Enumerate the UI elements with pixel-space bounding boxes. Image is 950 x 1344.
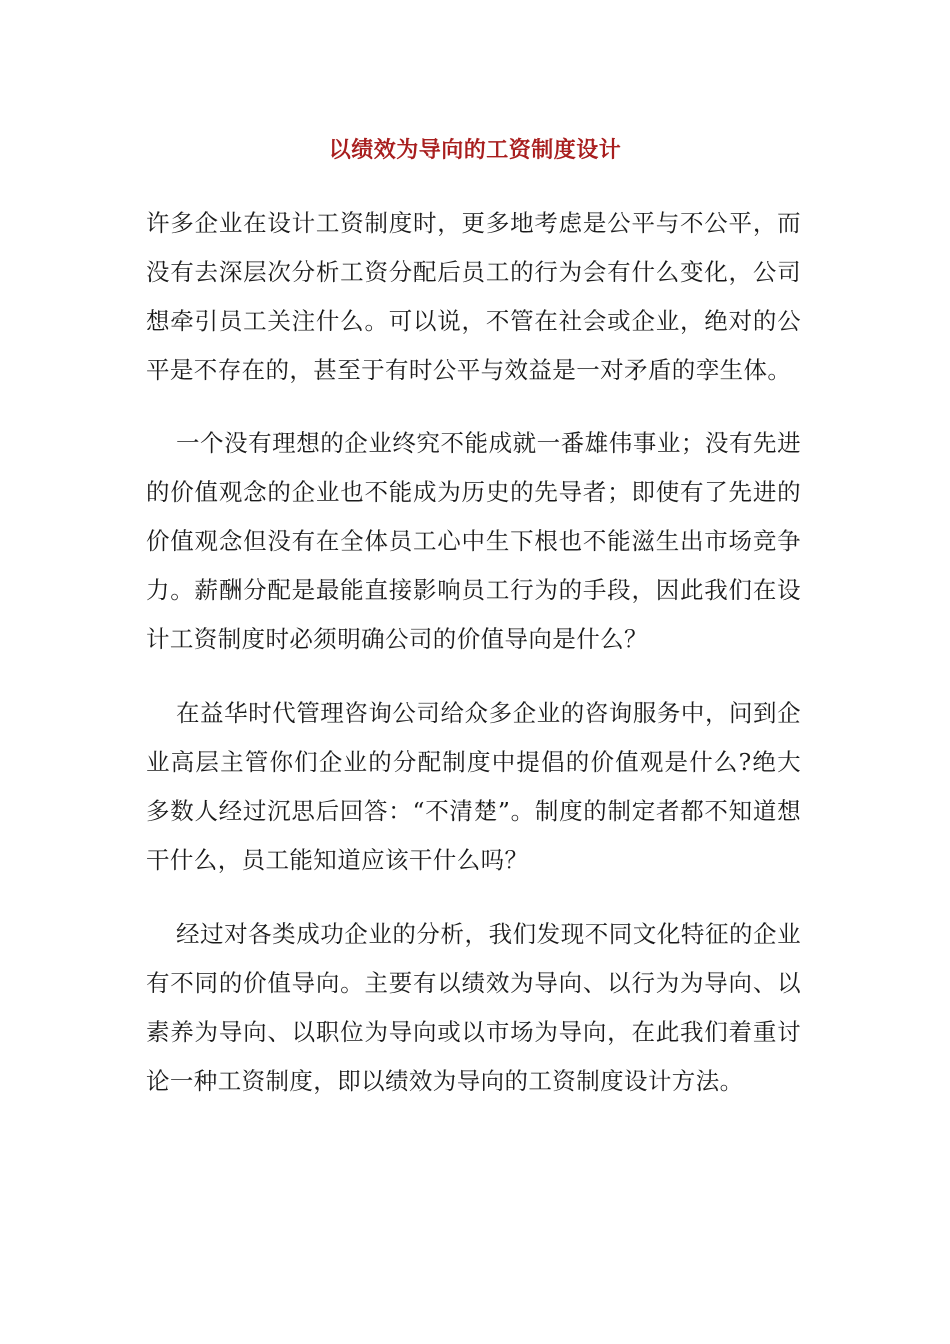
- paragraph-2: 一个没有理想的企业终究不能成就一番雄伟事业；没有先进的价值观念的企业也不能成为历史的先导者；即使有了先进的价值观念但没有在全体员工心中生下根也不能滋生出市场竞争力。薪酬分配是最能直接影响员工行为的手段，因此我们在设计工资制度时必须明确公司的价值导向是什么？: [146, 429, 801, 653]
- paragraph-4: 经过对各类成功企业的分析，我们发现不同文化特征的企业有不同的价值导向。主要有以绩效为导向、以行为为导向、以素养为导向、以职位为导向或以市场为导向，在此我们着重讨论一种工资制度，即以绩效为导向的工资制度设计方法。: [146, 920, 801, 1095]
- paragraph-3: 在益华时代管理咨询公司给众多企业的咨询服务中，问到企业高层主管你们企业的分配制度中提倡的价值观是什么?绝大多数人经过沉思后回答：“不清楚”。制度的制定者都不知道想干什么，员工能知道应该干什么吗？: [146, 699, 801, 874]
- paragraph-1: 许多企业在设计工资制度时，更多地考虑是公平与不公平，而没有去深层次分析工资分配后员工的行为会有什么变化，公司想牵引员工关注什么。可以说，不管在社会或企业，绝对的公平是不存在的，甚至于有时公平与效益是一对矛盾的孪生体。: [146, 209, 801, 384]
- document-title: 以绩效为导向的工资制度设计: [328, 137, 622, 163]
